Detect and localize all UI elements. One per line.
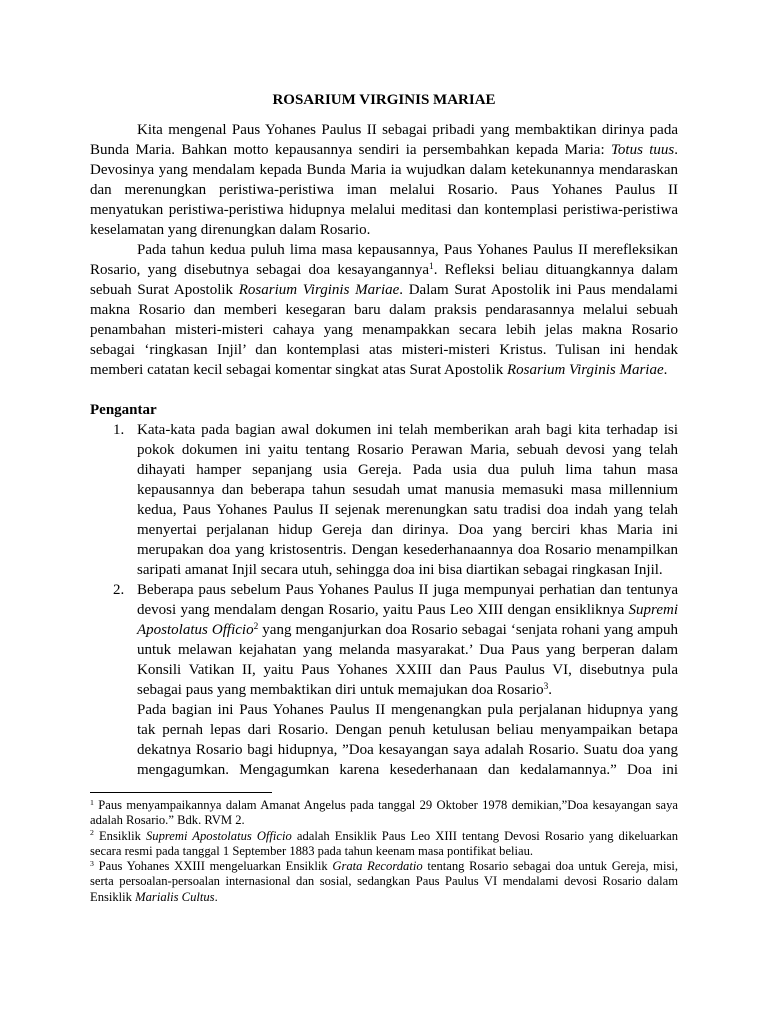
line-text: adalah Ensiklik Paus Leo XIII tentang Devosi Rosario yang dikeluarkan	[291, 828, 678, 843]
line-text: memberi catatan kecil sebagai komentar singkat atas Surat Apostolik	[90, 362, 507, 378]
text-line	[90, 360, 678, 380]
line-text: Ensiklik	[90, 889, 136, 904]
text-line	[90, 829, 678, 844]
footnote-1	[90, 798, 678, 829]
text-line: Pada bagian ini Paus Yohanes Paulus II mengenangkan pula perjalanan hidupnya yang	[137, 702, 678, 718]
line-text: devosi yang mendalam dengan Rosario, yaitu Paus Leo XIII dengan ensikliknya	[137, 602, 629, 618]
footnote-reference: 3	[543, 681, 549, 692]
list-item-2	[90, 580, 678, 700]
line-text: yang menganjurkan doa Rosario sebagai ‘senjata rohani yang ampuh	[258, 622, 679, 638]
text-line: saripati amanat Injil secara utuh, sehingga doa ini bisa diartikan sebagai ringkasan Injil.	[137, 562, 663, 578]
text-line	[137, 680, 678, 700]
line-text: sebagai paus yang membaktikan diri untuk memajukan doa Rosario	[137, 682, 544, 698]
text-line: merupakan doa yang kristosentris. Dengan kesederhanaannya doa Rosario menampilkan	[137, 542, 678, 558]
text-line	[90, 280, 678, 300]
text-line: Konsili Vatikan II, yaitu Paus Yohanes XXIII dan Paus Paulus VI, disebutnya pula	[137, 662, 678, 678]
line-text: Paus menyampaikannya dalam Amanat Angelus pada tanggal 29 Oktober 1978 demikian,”Doa kesayangan saya	[93, 798, 678, 812]
line-text: Paus Yohanes XXIII mengeluarkan Ensiklik	[93, 859, 333, 874]
text-line: dekatnya Rosario bagi hidupnya, ”Doa kesayangan saya adalah Rosario. Suatu doa yang	[137, 742, 678, 758]
text-line	[90, 798, 678, 813]
intro-paragraph-1	[90, 120, 678, 240]
italic-phrase: Rosarium Virginis Mariae	[238, 282, 400, 298]
footnote-marker: 2	[90, 828, 94, 838]
text-line: tak pernah lepas dari Rosario. Dengan penuh ketulusan beliau menyampaikan betapa	[137, 722, 678, 738]
continuation-paragraph	[90, 700, 678, 780]
line-text: . Dalam Surat Apostolik ini Paus mendalami	[399, 282, 678, 298]
text-line: Kita mengenal Paus Yohanes Paulus II sebagai pribadi yang membaktikan dirinya pada	[137, 122, 678, 138]
footnote-marker: 1	[90, 797, 94, 807]
italic-phrase: Grata Recordatio	[332, 859, 423, 874]
footnote-reference: 2	[253, 621, 259, 632]
section-heading: Pengantar	[90, 402, 157, 418]
line-text: .	[548, 682, 552, 698]
text-line: Pada tahun kedua puluh lima masa kepausannya, Paus Yohanes Paulus II merefleksikan	[137, 242, 678, 258]
text-line: untuk melawan kejahatan yang melanda masyarakat.’ Dua Paus yang berperan dalam	[137, 642, 678, 658]
italic-phrase: Marialis Cultus	[135, 889, 215, 904]
line-text: tentang Rosario sebagai doa untuk Gereja, misi,	[422, 859, 679, 874]
text-line: menyertai perjalanan hidup Gereja dan dirinya. Doa yang berciri khas Maria ini	[137, 522, 678, 538]
line-text: . Refleksi beliau dituangkannya dalam	[433, 262, 678, 278]
footnote-reference: 1	[429, 261, 434, 272]
text-line	[90, 890, 678, 905]
document-title: ROSARIUM VIRGINIS MARIAE	[272, 92, 496, 108]
list-item-1	[90, 420, 678, 580]
text-line: kedua, Paus Yohanes Paulus II sejenak merenungkan satu tradisi doa indah yang telah	[137, 502, 678, 518]
footnote-3	[90, 859, 678, 905]
text-line: Devosinya yang mendalam kepada Bunda Maria ia wujudkan dalam ketekunannya mendaraskan	[90, 162, 678, 178]
text-line	[90, 859, 678, 874]
text-line: Kata-kata pada bagian awal dokumen ini telah memberikan arah bagi kita terhadap isi	[137, 422, 678, 438]
list-number: 2.	[113, 582, 125, 598]
text-line: secara resmi pada tanggal 1 September 1883 pada tahun keenam masa pontifikat beliau.	[90, 843, 534, 858]
text-line	[90, 140, 678, 160]
text-line: pokok dokumen ini yaitu tentang Rosario Perawan Maria, sebuah devosi yang telah	[137, 442, 678, 458]
text-line: adalah Rosario.” Bdk. RVM 2.	[90, 813, 245, 828]
italic-phrase: Supremi Apostolatus Officio	[145, 828, 292, 843]
line-text: Bunda Maria. Bahkan motto kepausannya sendiri ia persembahkan kepada Maria:	[90, 142, 611, 158]
text-line: menyatukan peristiwa-peristiwa hidupnya melalui meditasi dan kontemplasi peristiwa-peristiwa	[90, 202, 678, 218]
line-text: sebuah Surat Apostolik	[90, 282, 239, 298]
italic-phrase: Apostolatus Officio	[137, 622, 254, 638]
text-line: keselamatan yang direnungkan dalam Rosario.	[90, 222, 371, 238]
italic-phrase: Supremi	[628, 602, 678, 618]
text-line	[90, 260, 678, 280]
text-line: makna Rosario dan memberi kesegaran baru dalam praksis pendarasannya melalui sebuah	[90, 302, 678, 318]
text-line: penambahan misteri-misteri cahaya yang menampakkan secara lebih jelas makna Rosario	[90, 322, 678, 338]
main-text	[90, 90, 678, 780]
footnote-2	[90, 829, 678, 860]
list-number: 1.	[113, 422, 125, 438]
line-text: .	[663, 362, 668, 378]
text-line: dan merenungkan peristiwa-peristiwa iman melalui Rosario. Paus Yohanes Paulus II	[90, 182, 678, 198]
italic-phrase: Totus tuus	[610, 142, 675, 158]
footnote-marker: 3	[90, 858, 94, 868]
text-line: mengagumkan. Mengagumkan karena kesederhanaan dan kedalamannya.” Doa ini	[137, 762, 678, 778]
line-text: .	[214, 889, 218, 904]
footnote-separator	[90, 792, 272, 793]
text-line	[137, 600, 678, 620]
text-line: dihayati hamper sepanjang usia Gereja. Pada usia dua puluh lima tahun masa	[137, 462, 678, 478]
text-line	[137, 620, 678, 640]
text-line: sebagai ‘ringkasan Injil’ dan kontemplasi atas misteri-misteri Kristus. Tulisan ini hendak	[90, 342, 678, 358]
line-text: Ensiklik	[93, 828, 146, 843]
footnotes	[90, 798, 678, 905]
intro-paragraph-2	[90, 240, 678, 380]
line-text: .	[674, 142, 678, 158]
text-line: serta persoalan-persoalan internasional dan sosial, sedangkan Paus Paulus VI mendalami devosi Rosario dalam	[90, 874, 678, 889]
text-line: kepausannya dan beberapa tahun sesudah umat manusia memasuki masa millennium	[137, 482, 678, 498]
line-text: Rosario, yang disebutnya sebagai doa kesayangannya	[90, 262, 430, 278]
text-line: Beberapa paus sebelum Paus Yohanes Paulus II juga mempunyai perhatian dan tentunya	[137, 582, 678, 598]
italic-phrase: Rosarium Virginis Mariae	[506, 362, 664, 378]
